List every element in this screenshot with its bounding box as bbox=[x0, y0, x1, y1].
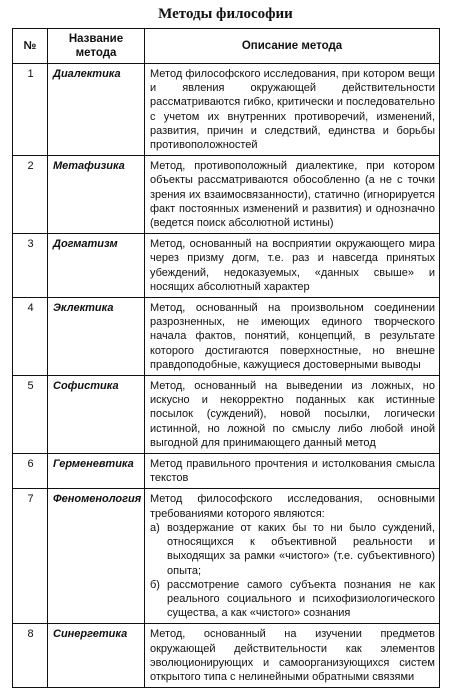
table-header-row bbox=[13, 29, 440, 64]
row-description: Метод правильного прочтения и истолкования смысла текстов bbox=[145, 454, 440, 489]
sub-item-marker: а) bbox=[150, 521, 160, 534]
row-method-name: Эклектика bbox=[48, 298, 145, 376]
row-description bbox=[145, 489, 440, 624]
row-num: 6 bbox=[13, 454, 48, 489]
row-method-name: Диалектика bbox=[48, 64, 145, 156]
row-num: 7 bbox=[13, 489, 48, 624]
table-row bbox=[13, 376, 440, 454]
table-row bbox=[13, 454, 440, 489]
row-method-name: Метафизика bbox=[48, 156, 145, 234]
header-description: Описание метода bbox=[145, 29, 440, 64]
row-method-name: Феноменология bbox=[48, 489, 145, 624]
row-description-intro: Метод философского исследования, основными требованиями которого являются: bbox=[150, 493, 435, 520]
header-num: № bbox=[13, 29, 48, 64]
page-title: Методы философии bbox=[158, 6, 293, 22]
row-method-name: Догматизм bbox=[48, 234, 145, 298]
row-description: Метод, основанный на изучении предметов окружающей действительности как элементов эволюционирующих и самоорганизующихся систем открытого типа с нелинейными обратными связями bbox=[145, 624, 440, 688]
row-num: 1 bbox=[13, 64, 48, 156]
table-row bbox=[13, 234, 440, 298]
sub-item-marker: б) bbox=[150, 578, 160, 591]
sub-item-text: воздержание от каких бы то ни было суждений, относящихся к объективной реальности и выходящих за рамки «чистого» (т.е. субъективного) опыта; bbox=[167, 521, 435, 577]
header-name-line2: метода bbox=[75, 47, 117, 59]
row-description: Метод, противоположный диалектике, при котором объекты рассматриваются обособленно (а не с точки зрения их взаимосвязанности), статично (игнорируется факт постоянных изменений и развития) и однозначно (ведется поиск абсолютной истины) bbox=[145, 156, 440, 234]
row-description: Метод философского исследования, при котором вещи и явления окружающей действительности рассматриваются гибко, критически и последовательно с учетом их внутренних противоречий, изменений, развития, причин и следствий, единства и борьбы противоположностей bbox=[145, 64, 440, 156]
methods-table bbox=[12, 28, 440, 688]
sub-item bbox=[150, 521, 435, 578]
table-row bbox=[13, 298, 440, 376]
table-row bbox=[13, 624, 440, 688]
row-num: 2 bbox=[13, 156, 48, 234]
table-row bbox=[13, 64, 440, 156]
header-name bbox=[48, 29, 145, 64]
row-method-name: Софистика bbox=[48, 376, 145, 454]
row-method-name: Герменевтика bbox=[48, 454, 145, 489]
row-num: 3 bbox=[13, 234, 48, 298]
row-description: Метод, основанный на выведении из ложных, но искусно и некорректно поданных как истинные посылок (суждений), новой посылки, логически истинной, но ложной по смыслу либо любой иной выгодной для принимающего данный метод bbox=[145, 376, 440, 454]
table-row bbox=[13, 489, 440, 624]
row-description: Метод, основанный на произвольном соединении разрозненных, не имеющих единого творческого начала фактов, понятий, концепций, в результате которого достигаются поверхностные, но внешне правдоподобные, кажущиеся достоверными выводы bbox=[145, 298, 440, 376]
sub-item-text: рассмотрение самого субъекта познания не как реального социального и психофизиологического существа, а как «чистого» сознания bbox=[167, 578, 435, 620]
row-description: Метод, основанный на восприятии окружающего мира через призму догм, т.е. раз и навсегда принятых убеждений, недоказуемых, «данных свыше» и носящих абсолютный характер bbox=[145, 234, 440, 298]
table-row bbox=[13, 156, 440, 234]
row-num: 4 bbox=[13, 298, 48, 376]
sub-item bbox=[150, 578, 435, 621]
row-method-name: Синергетика bbox=[48, 624, 145, 688]
row-num: 5 bbox=[13, 376, 48, 454]
header-name-line1: Название bbox=[68, 33, 124, 45]
row-num: 8 bbox=[13, 624, 48, 688]
